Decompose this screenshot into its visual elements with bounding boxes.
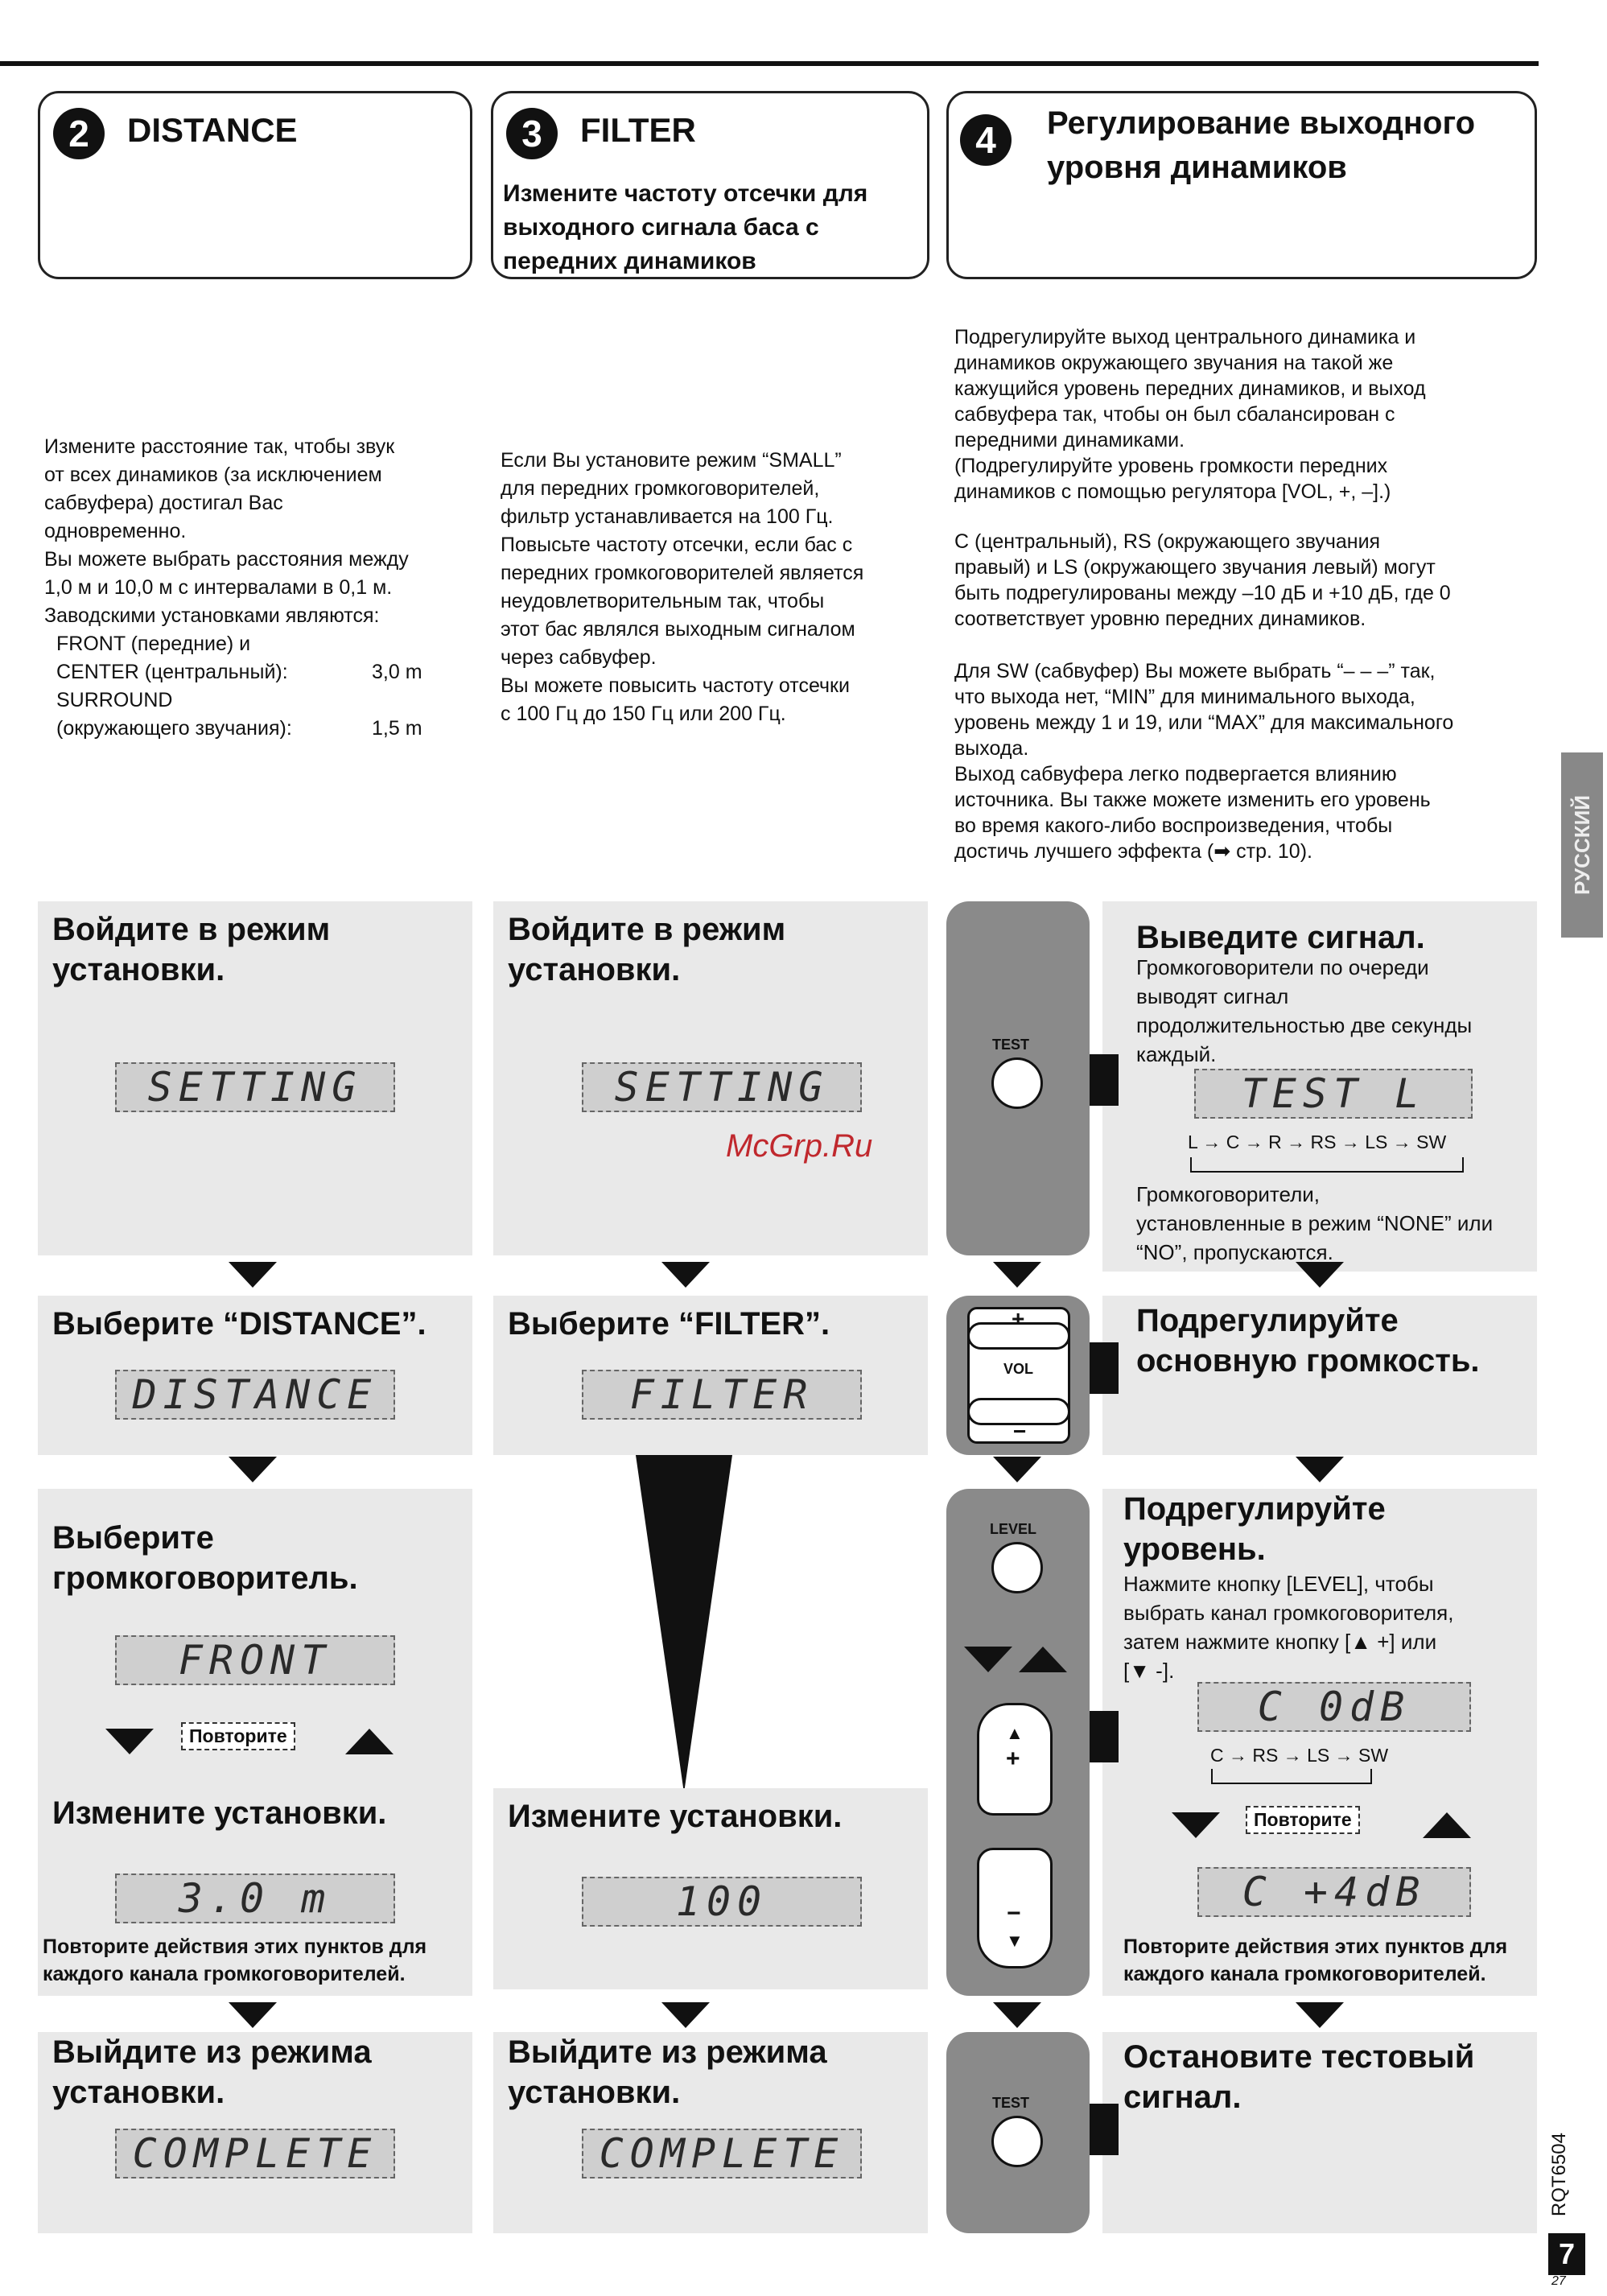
distance-center-value: 3,0 m — [372, 661, 422, 683]
step-panel — [493, 901, 928, 1255]
distance-surround-value: 1,5 m — [372, 717, 422, 740]
step-panel — [38, 2032, 472, 2233]
section-title: DISTANCE — [127, 111, 298, 149]
distance-surround-2: (окружающего звучания): — [56, 717, 292, 740]
step-enter-setup: Войдите в режим установки. — [52, 912, 331, 987]
step-panel — [38, 1489, 472, 1996]
lcd-display: SETTING — [115, 1062, 395, 1112]
return-loop-icon — [1189, 1156, 1473, 1175]
lcd-display: COMPLETE — [582, 2129, 862, 2179]
section-subtitle: Измените частоту отсечки для выходного сигнала баса с передних динамиков — [503, 180, 868, 274]
section-number: 4 — [960, 114, 1012, 166]
distance-center: CENTER (центральный): — [56, 661, 288, 683]
test-button-label: TEST — [992, 1037, 1030, 1053]
step-panel — [493, 1788, 928, 1989]
lcd-display: FILTER — [582, 1370, 862, 1420]
page-number: 7 — [1548, 2233, 1585, 2275]
watermark: McGrp.Ru — [726, 1128, 873, 1164]
minus-icon: − — [1013, 1419, 1027, 1444]
top-rule — [0, 61, 1539, 66]
repeat-note: Повторите действия этих пунктов для каждого канала громкоговорителей. — [1123, 1935, 1508, 1985]
distance-surround: SURROUND — [56, 689, 173, 711]
step-output-signal: Выведите сигнал. — [1136, 920, 1425, 955]
section-header-filter — [491, 91, 929, 279]
minus-icon: − — [1007, 1900, 1021, 1927]
arrow-up-icon — [1423, 1812, 1471, 1838]
level-button-label: LEVEL — [990, 1521, 1037, 1537]
step-stop-test-signal: Остановите тестовый сигнал. — [1123, 2039, 1475, 2115]
remote-panel-level — [946, 1489, 1090, 1996]
skip-note: Громкоговорители, установленные в режим “NONE” или “NO”, пропускаются. — [1136, 1182, 1494, 1264]
step-panel — [38, 901, 472, 1255]
return-loop-icon — [1210, 1767, 1379, 1787]
step-panel — [493, 1296, 928, 1455]
pointer-tab — [1090, 1342, 1119, 1394]
section-header-level — [946, 91, 1537, 279]
arrow-down-icon — [1172, 1812, 1220, 1838]
arrow-down-icon — [1296, 1262, 1344, 1288]
arrow-up-icon — [1019, 1647, 1067, 1672]
level-description-1: Подрегулируйте выход центрального динамика и динамиков окружающего звучания на такой же кажущийся уровень передних динамиков, и выход сабвуфера так, чтобы он был сбалансирован с передними динамиками. (Подрегулируйте уровень громкости передних динамиков с помощью регулятора [VOL, +, –].) — [954, 326, 1426, 503]
output-signal-description: Громкоговорители по очереди выводят сигнал продолжительностью две секунды каждый. — [1136, 955, 1473, 1066]
arrow-down-icon — [229, 1262, 277, 1288]
arrow-up-icon — [345, 1729, 394, 1754]
test-button[interactable] — [991, 1057, 1043, 1109]
step-adjust-level: Подрегулируйте уровень. — [1123, 1491, 1386, 1567]
arrow-down-icon — [105, 1729, 154, 1754]
repeat-note: Повторите действия этих пунктов для каждого канала громкоговорителей. — [43, 1935, 427, 1985]
volume-rocker — [967, 1307, 1070, 1444]
arrow-down-icon — [993, 2002, 1041, 2028]
section-title: FILTER — [580, 111, 696, 149]
down-triangle-icon: ▼ — [1006, 1931, 1024, 1951]
arrow-down-icon — [964, 1647, 1012, 1672]
long-arrow-down-icon — [636, 1455, 732, 1793]
step-select-speaker: Выберите громкоговоритель. — [52, 1520, 358, 1596]
level-description-2: C (центральный), RS (окружающего звучания правый) и LS (окружающего звучания левый) могут быть подрегулированы между –10 дБ и +10 дБ, где 0 соответствует уровню передних динамиков. — [954, 530, 1451, 630]
arrow-down-icon — [1296, 1457, 1344, 1482]
language-tab: РУССКИЙ — [1561, 752, 1603, 938]
test-button[interactable] — [991, 2116, 1043, 2167]
step-exit-setup: Выйдите из режима установки. — [52, 2034, 372, 2110]
up-triangle-icon: ▲ — [1006, 1723, 1024, 1743]
arrow-down-icon — [993, 1262, 1041, 1288]
step-panel — [38, 1296, 472, 1455]
volume-label: VOL — [1003, 1361, 1034, 1377]
pointer-tab — [1090, 2104, 1119, 2155]
step-exit-setup: Выйдите из режима установки. — [508, 2034, 827, 2110]
lcd-display: COMPLETE — [115, 2129, 395, 2179]
lcd-display: C +4dB — [1197, 1867, 1471, 1917]
plus-icon: + — [1012, 1306, 1025, 1331]
page-number-small: 27 — [1551, 2274, 1566, 2288]
step-change-settings: Измените установки. — [508, 1799, 843, 1834]
filter-description: Если Вы установите режим “SMALL” для передних громкоговорителей, фильтр устанавливается на 100 Гц. Повысьте частоту отсечки, если бас с передних громкоговорителей является неудовлетворительным так, чтобы этот бас являлся выходным сигналом через сабвуфер. Вы можете повысить частоту отсечки с 100 Гц до 150 Гц или 200 Гц. — [501, 449, 864, 725]
remote-panel-test-stop — [946, 2032, 1090, 2233]
step-select-distance: Выберите “DISTANCE”. — [52, 1306, 426, 1342]
step-select-filter: Выберите “FILTER”. — [508, 1306, 830, 1342]
arrow-down-icon — [993, 1457, 1041, 1482]
arrow-down-icon — [1296, 2002, 1344, 2028]
lcd-display: SETTING — [582, 1062, 862, 1112]
step-change-settings: Измените установки. — [52, 1795, 387, 1831]
step-panel — [1102, 2032, 1537, 2233]
lcd-display: C 0dB — [1197, 1682, 1471, 1732]
step-adjust-volume: Подрегулируйте основную громкость. — [1136, 1303, 1480, 1379]
distance-description: Измените расстояние так, чтобы звук от всех динамиков (за исключением сабвуфера) достигал Вас одновременно. Вы можете выбрать расстояния между 1,0 м и 10,0 м с интервалами в 0,1 м. Заводскими установками являются: — [44, 435, 409, 627]
section-title: Регулирование выходного уровня динамиков — [1047, 105, 1476, 185]
step-enter-setup: Войдите в режим установки. — [508, 912, 786, 987]
pointer-tab — [1090, 1054, 1119, 1106]
arrow-down-icon — [229, 2002, 277, 2028]
arrow-down-icon — [661, 2002, 710, 2028]
lcd-display: 3.0 m — [115, 1873, 395, 1923]
lcd-display: TEST L — [1194, 1069, 1473, 1119]
level-button[interactable] — [991, 1542, 1043, 1593]
step-panel — [493, 2032, 928, 2233]
document-code: RQT6504 — [1548, 2133, 1570, 2217]
adjust-level-description: Нажмите кнопку [LEVEL], чтобы выбрать канал громкоговорителя, затем нажмите кнопку [▲ +] или [▼ -]. — [1123, 1572, 1454, 1683]
step-panel — [1102, 1296, 1537, 1455]
lcd-display: 100 — [582, 1877, 862, 1927]
step-panel — [1102, 901, 1537, 1272]
remote-panel-volume — [946, 1296, 1090, 1455]
plus-icon: + — [1006, 1746, 1020, 1772]
distance-front: FRONT (передние) и — [56, 633, 251, 655]
speaker-sequence: L → C → R → RS → LS → SW — [1188, 1132, 1447, 1152]
remote-panel-test — [946, 901, 1090, 1255]
section-number: 2 — [53, 108, 105, 159]
up-button[interactable] — [977, 1703, 1053, 1816]
repeat-label: Повторите — [181, 1722, 295, 1750]
arrow-down-icon — [661, 1262, 710, 1288]
pointer-tab — [1090, 1711, 1119, 1762]
section-header-distance — [38, 91, 472, 279]
level-description-3: Для SW (сабвуфер) Вы можете выбрать “– – –” так, что выхода нет, “MIN” для минимального выхода, уровень между 1 и 19, или “MAX” для максимального выхода. Выход сабвуфера легко подвергается влиянию источника. Вы также можете изменить его уровень во время какого-либо воспроизведения, чтобы достичь лучшего эффекта (➡ стр. 10). — [954, 660, 1454, 863]
channel-sequence: C → RS → LS → SW — [1210, 1745, 1389, 1766]
test-button-label: TEST — [992, 2095, 1030, 2111]
lcd-display: FRONT — [115, 1635, 395, 1685]
down-button[interactable] — [977, 1848, 1053, 1968]
step-panel — [1102, 1489, 1537, 1996]
repeat-label: Повторите — [1246, 1806, 1360, 1834]
section-number: 3 — [506, 108, 558, 159]
arrow-down-icon — [229, 1457, 277, 1482]
lcd-display: DISTANCE — [115, 1370, 395, 1420]
